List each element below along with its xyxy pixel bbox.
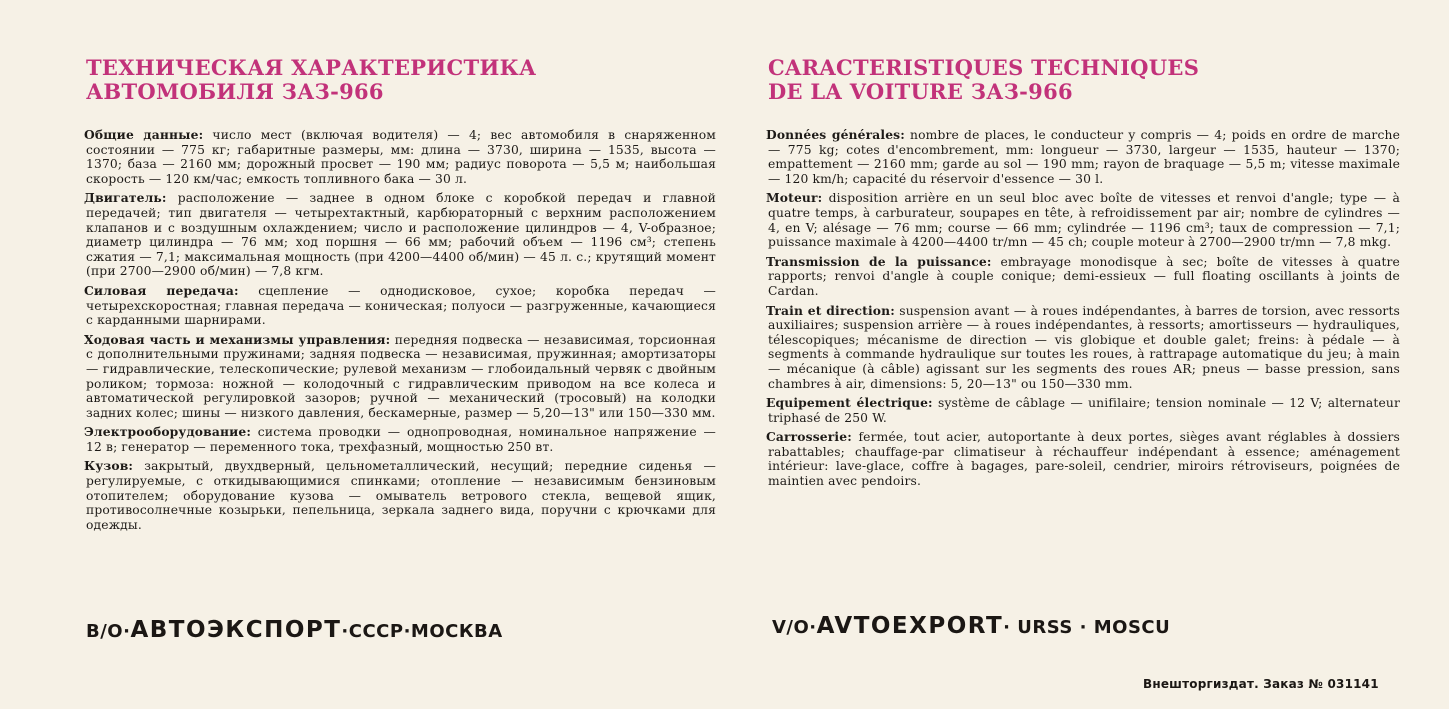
russian-column (86, 56, 716, 537)
brand-suffix: · URSS · MOSCU (1003, 617, 1171, 638)
fr-section-electrical (768, 396, 1400, 425)
ru-section-engine (86, 191, 716, 279)
french-column (768, 56, 1400, 494)
ru-section-electrical (86, 425, 716, 454)
section-label: Ходовая часть и механизмы управления: (84, 331, 391, 347)
russian-heading (86, 56, 716, 104)
brand-prefix: V/O· (772, 617, 817, 638)
french-sections (768, 128, 1400, 489)
ru-section-transmission (86, 284, 716, 328)
brand-name: АВТОЭКСПОРТ (130, 617, 342, 643)
section-text: nombre de places, le conducteur y compris — 4; poids en ordre de marche — 775 kg; cotes d'encombrement, mm: longueur — 3730, largeur — 1535, hauteur — 1370; empattement — 2160 mm; garde au sol — 190 mm; rayon de braquage — 5,5 m; vitesse maximale — 120 km/h; capacité du réservoir d'essence — 30 l. (768, 128, 1400, 186)
fr-section-body (768, 430, 1400, 488)
section-text: suspension avant — à roues indépendantes, à barres de torsion, avec ressorts auxiliaires; suspension arrière — à roues indépendantes, à ressorts; amortisseurs — hydrauliques, télescopiques; mécanisme de direction — vis globique et double galet; freins: à pédale — à segments à commande hydraulique sur toutes les roues, à rattrapage automatique du jeu; à main — mécanique (à câble) agissant sur les segments des roues AR; pneus — basse pression, sans chambres à air, dimensions: 5, 20—13" ou 150—330 mm. (768, 303, 1400, 391)
russian-brand-logo (86, 617, 503, 643)
section-text: система проводки — однопроводная, номинальное напряжение — 12 в; генератор — переменного тока, трехфазный, мощностью 250 вт. (86, 425, 716, 454)
french-brand-logo (772, 613, 1170, 639)
section-label: Силовая передача: (84, 282, 239, 298)
fr-section-chassis (768, 304, 1400, 392)
section-text: embrayage monodisque à sec; boîte de vitesses à quatre rapports; renvoi d'angle à couple conique; demi-essieux — full floating oscillants à joints de Cardan. (768, 254, 1400, 298)
section-text: disposition arrière en un seul bloc avec boîte de vitesses et renvoi d'angle; type — à quatre temps, à carburateur, soupapes en tête, à refroidissement par air; nombre de cylindres — 4, en V; alésage — 76 mm; course — 66 mm; cylindrée — 1196 cm³; taux de compression — 7,1; puissance maximale à 4200—4400 tr/mn — 45 ch; couple moteur à 2700—2900 tr/mn — 7,8 mkg. (768, 191, 1400, 250)
french-heading (768, 56, 1400, 104)
section-text: fermée, tout acier, autoportante à deux portes, sièges avant réglables à dossiers rabattables; chauffage-par climatiseur à réchauffeur indépendant à essence; aménagement intérieur: lave-glace, coffre à bagages, pare-soleil, cendrier, miroirs rétroviseurs, poignées de maintien avec pendoirs. (768, 430, 1400, 489)
russian-heading-line-2: АВТОМОБИЛЯ ЗАЗ-966 (86, 79, 384, 104)
french-heading-line-2: DE LA VOITURE ЗАЗ-966 (768, 79, 1073, 104)
section-label: Transmission de la puissance: (766, 253, 992, 269)
section-text: закрытый, двухдверный, цельнометаллический, несущий; передние сиденья — регулируемые, с откидывающимися спинками; отопление — независимым бензиновым отопителем; оборудование кузова — омыватель ветрового стекла, вещевой ящик, противосолнечные козырьки, пепельница, зеркала заднего вида, поручни с крючками для одежды. (86, 459, 716, 532)
section-label: Кузов: (84, 458, 134, 474)
fr-section-general (768, 128, 1400, 186)
section-text: сцепление — однодисковое, сухое; коробка передач — четырехскоростная; главная передача — коническая; полуоси — разгруженные, качающиеся с карданными шарнирами. (86, 283, 717, 328)
section-label: Carrosserie: (766, 429, 852, 445)
section-label: Moteur: (766, 190, 823, 206)
section-label: Двигатель: (84, 190, 167, 206)
section-label: Электрооборудование: (84, 424, 252, 440)
section-text: расположение — заднее в одном блоке с коробкой передач и главной передачей; тип двигателя — четырехтактный, карбюраторный с верхним расположением клапанов и с воздушным охлаждением; число и расположение цилиндров — 4, V-образное; диаметр цилиндра — 76 мм; ход поршня — 66 мм; рабочий объем — 1196 см³; степень сжатия — 7,1; максимальная мощность (при 4200—4400 об/мин) — 45 л. с.; крутящий момент (при 2700—2900 об/мин) — 7,8 кгм. (86, 191, 716, 279)
fr-section-engine (768, 191, 1400, 249)
ru-section-body (86, 459, 716, 532)
print-order-imprint: Внешторгиздат. Заказ № 031141 (1143, 677, 1379, 691)
ru-section-chassis (86, 333, 716, 421)
section-label: Train et direction: (766, 302, 895, 318)
french-heading-line-1: CARACTERISTIQUES TECHNIQUES (768, 55, 1200, 80)
russian-sections (86, 128, 716, 532)
section-text: передняя подвеска — независимая, торсионная с дополнительными пружинами; задняя подвеска — независимая, пружинная; амортизаторы — гидравлические, телескопические; рулевой механизм — глобоидальный червяк с двойным роликом; тормоза: ножной — колодочный с гидравлическим приводом на все колеса и автоматической регулировкой зазоров; ручной — механический (тросовый) на колодки задних колес; шины — низкого давления, бескамерные, размер — 5,20—13" или 150—330 мм. (86, 332, 716, 420)
fr-section-transmission (768, 255, 1400, 299)
russian-heading-line-1: ТЕХНИЧЕСКАЯ ХАРАКТЕРИСТИКА (86, 55, 537, 80)
brand-suffix: ·СССР·МОСКВА (341, 621, 503, 642)
brand-prefix: В/О· (86, 621, 131, 642)
brand-name: AVTOEXPORT (816, 613, 1004, 639)
section-label: Equipement électrique: (766, 395, 933, 411)
section-text: число мест (включая водителя) — 4; вес автомобиля в снаряженном состоянии — 775 кг; габаритные размеры, мм: длина — 3730, ширина — 1535, высота — 1370; база — 2160 мм; дорожный просвет — 190 мм; радиус поворота — 5,5 м; наибольшая скорость — 120 км/час; емкость топливного бака — 30 л. (86, 128, 717, 186)
section-label: Données générales: (766, 127, 905, 142)
section-text: système de câblage — unifilaire; tension nominale — 12 V; alternateur triphasé de 250 W. (768, 396, 1400, 425)
section-label: Общие данные: (84, 127, 204, 142)
ru-section-general (86, 128, 716, 186)
